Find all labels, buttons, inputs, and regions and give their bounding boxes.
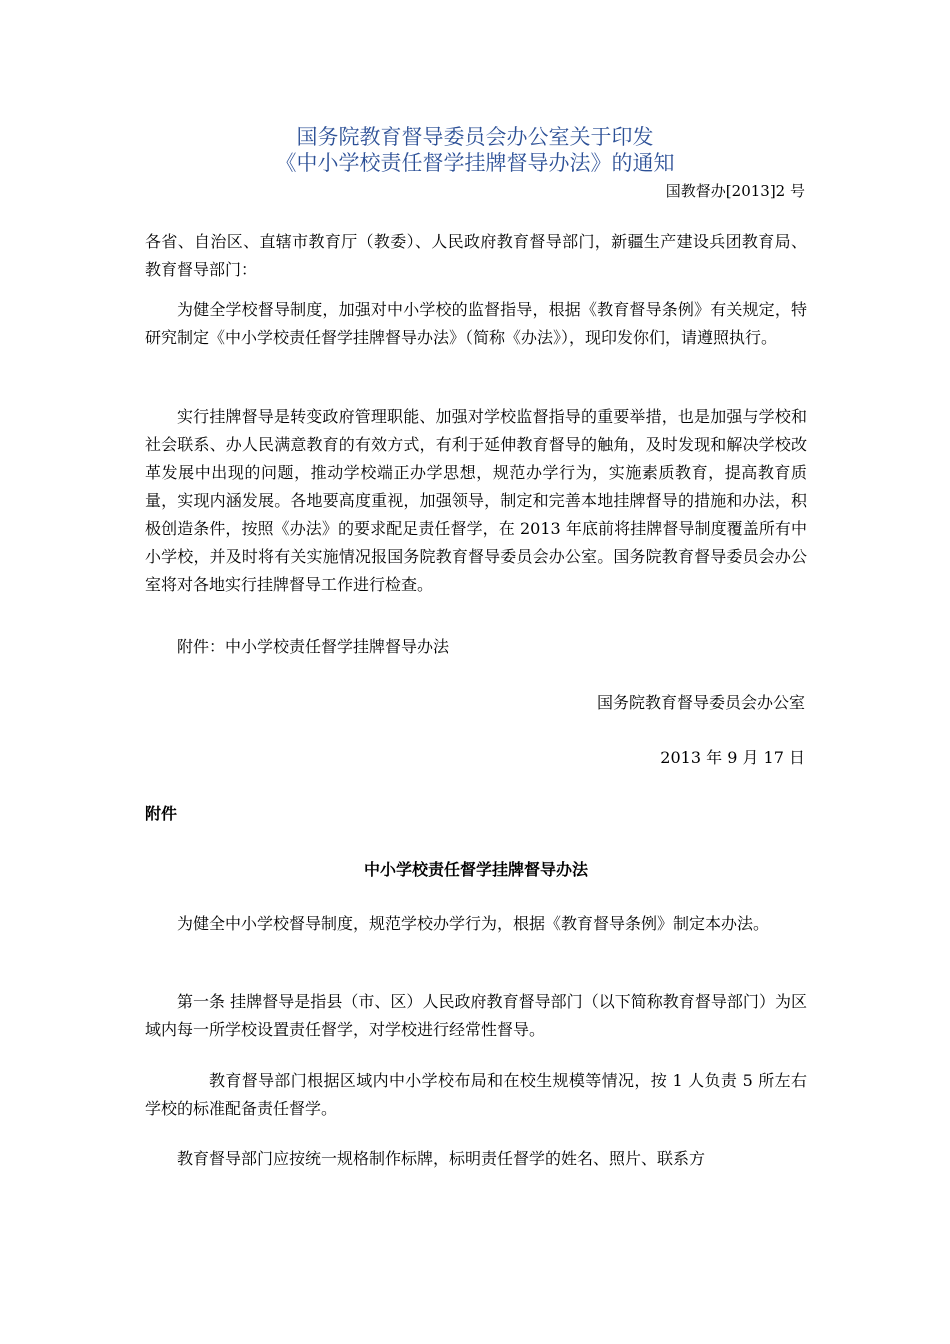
notice-title-line2: 《中小学校责任督学挂牌督导办法》的通知 xyxy=(275,151,675,175)
notice-title-line1: 国务院教育督导委员会办公室关于印发 xyxy=(296,125,654,149)
document-number: 国教督办[2013]2 号 xyxy=(665,182,805,200)
appendix-label: 附件 xyxy=(145,804,178,823)
appendix-title: 中小学校责任督学挂牌督导办法 xyxy=(363,860,588,879)
issue-date: 2013 年 9 月 17 日 xyxy=(660,748,805,767)
appendix-intro: 为健全中小学校督导制度，规范学校办学行为，根据《教育督导条例》制定本办法。 xyxy=(177,914,770,933)
article-1-staffing: 教育督导部门根据区域内中小学校布局和在校生规模等情况，按 1 人负责 5 所左右学校的标准配备责任督学。 xyxy=(145,1071,807,1118)
article-1: 第一条 挂牌督导是指县（市、区）人民政府教育督导部门（以下简称教育督导部门）为区域内每一所学校设置责任督学，对学校进行经常性督导。 xyxy=(145,992,807,1039)
paragraph-purpose: 为健全学校督导制度，加强对中小学校的监督指导，根据《教育督导条例》有关规定，特研究制定《中小学校责任督学挂牌督导办法》（简称《办法》），现印发你们，请遵照执行。 xyxy=(145,300,807,347)
attachment-line: 附件：中小学校责任督学挂牌督导办法 xyxy=(177,637,450,656)
salutation: 各省、自治区、直辖市教育厅（教委）、人民政府教育督导部门，新疆生产建设兵团教育局、教育督导部门： xyxy=(145,232,807,279)
signature: 国务院教育督导委员会办公室 xyxy=(596,693,805,712)
paragraph-requirements: 实行挂牌督导是转变政府管理职能、加强对学校监督指导的重要举措，也是加强与学校和社会联系、办人民满意教育的有效方式，有利于延伸教育督导的触角，及时发现和解决学校改革发展中出现的问题，推动学校端正办学思想，规范办学行为，实施素质教育，提高教育质量，实现内涵发展。各地要高度重视，加强领导，制定和完善本地挂牌督导的措施和办法，积极创造条件，按照《办法》的要求配足责任督学，在 2013 年底前将挂牌督导制度覆盖所有中小学校，并及时将有关实施情况报国务院教育督导委员会办公室。国务院教育督导委员会办公室将对各地实行挂牌督导工作进行检查。 xyxy=(145,407,807,594)
article-1-signage: 教育督导部门应按统一规格制作标牌，标明责任督学的姓名、照片、联系方 xyxy=(177,1149,706,1168)
